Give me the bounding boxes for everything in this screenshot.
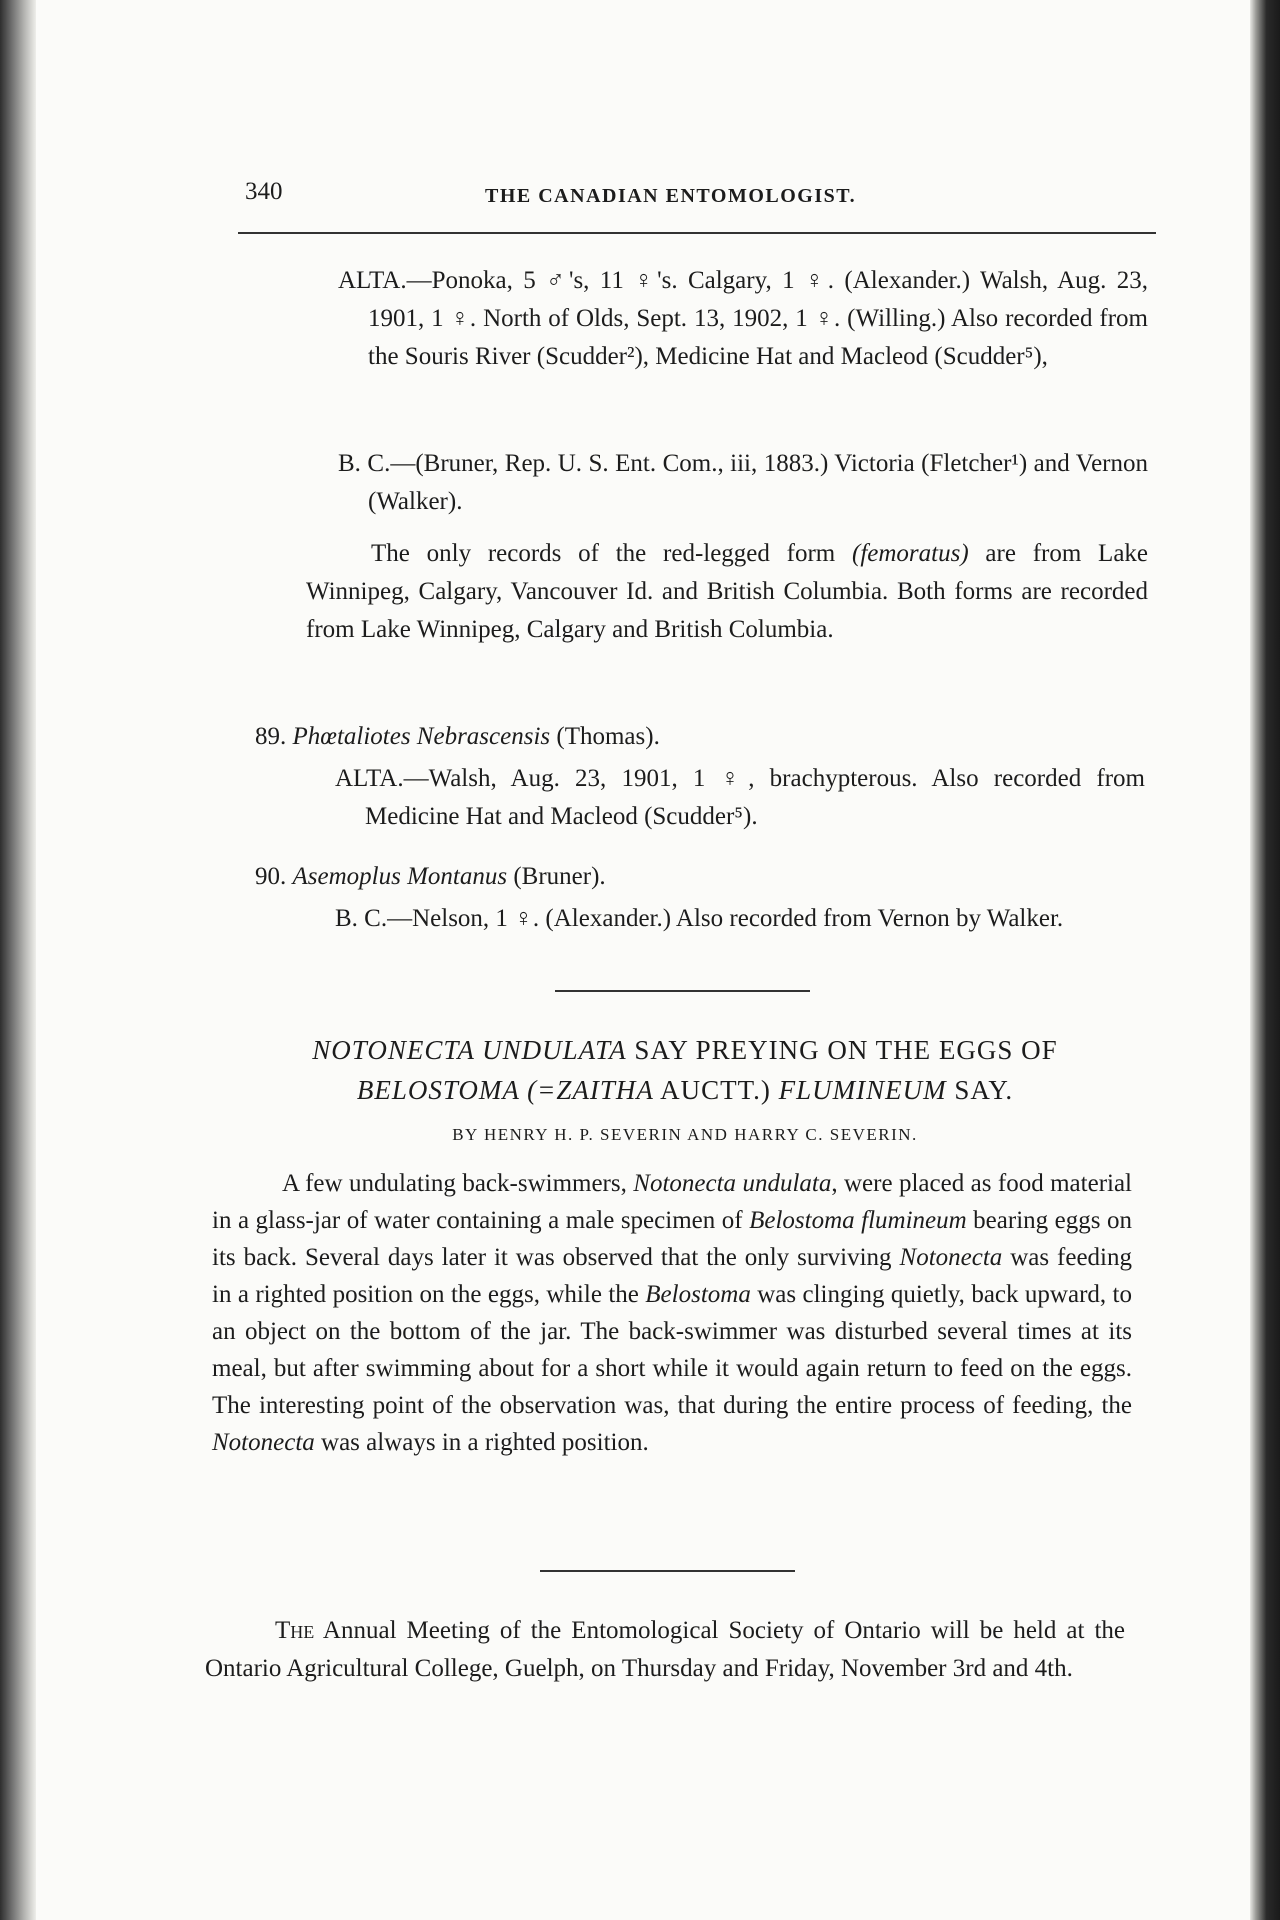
species-entry-90 <box>255 858 1145 938</box>
article-byline: BY HENRY H. P. SEVERIN AND HARRY C. SEVERIN. <box>452 1125 918 1144</box>
species-entry-89 <box>255 718 1145 836</box>
meeting-notice <box>205 1612 1125 1688</box>
species-number: 89. <box>255 723 287 750</box>
species-record: B. C.—Nelson, 1 ♀. (Alexander.) Also recorded from Vernon by Walker. <box>335 905 1064 932</box>
page-number: 340 <box>245 178 283 205</box>
alta-record <box>338 262 1148 376</box>
article-title-line-1: NOTONECTA UNDULATA SAY PREYING ON THE EGGS OF <box>312 1035 1058 1065</box>
article-body <box>212 1165 1132 1461</box>
species-name: Asemoplus Montanus <box>292 863 508 890</box>
species-record: ALTA.—Walsh, Aug. 23, 1901, 1 ♀, brachypterous. Also recorded from Medicine Hat and Macleod (Scudder⁵). <box>335 765 1145 830</box>
femoratus-note-text: The only records of the red-legged form (femoratus) are from Lake Winnipeg, Calgary, Vancouver Id. and British Columbia. Both forms are recorded from Lake Winnipeg, Calgary and British Columbia. <box>306 540 1149 643</box>
section-divider <box>540 1570 795 1572</box>
bc-record <box>338 445 1148 521</box>
article-title <box>215 1030 1155 1110</box>
article-paragraph: A few undulating back-swimmers, Notonecta undulata, were placed as food material in a glass-jar of water containing a male specimen of Belostoma flumineum bearing eggs on its back. Several days later it was observed that the only surviving Notonecta was feeding in a righted position on the eggs, while the Belostoma was clinging quietly, back upward, to an object on the bottom of the jar. The back-swimmer was disturbed several times at its meal, but after swimming about for a short while it would again return to feed on the eggs. The interesting point of the observation was, that during the entire process of feeding, the Notonecta was always in a righted position. <box>212 1170 1133 1456</box>
page-header <box>235 178 1155 228</box>
article-title-line-2: BELOSTOMA (=ZAITHA AUCTT.) FLUMINEUM SAY. <box>356 1075 1014 1105</box>
species-author: (Thomas). <box>556 723 660 750</box>
species-heading <box>255 718 1145 756</box>
species-number: 90. <box>255 863 287 890</box>
femoratus-note <box>306 535 1149 649</box>
bc-record-text: B. C.—(Bruner, Rep. U. S. Ent. Com., iii, 1883.) Victoria (Fletcher¹) and Vernon (Walker). <box>338 450 1148 515</box>
header-rule <box>238 232 1156 234</box>
species-author: (Bruner). <box>513 863 606 890</box>
alta-record-text: ALTA.—Ponoka, 5 ♂'s, 11 ♀'s. Calgary, 1 ♀. (Alexander.) Walsh, Aug. 23, 1901, 1 ♀. North of Olds, Sept. 13, 1902, 1 ♀. (Willing.) Also recorded from the Souris River (Scudder²), Medicine Hat and Macleod (Scudder⁵), <box>338 267 1148 370</box>
section-divider <box>555 990 810 992</box>
running-head: THE CANADIAN ENTOMOLOGIST. <box>485 185 857 207</box>
species-name: Phœtaliotes Nebrascensis <box>292 723 551 750</box>
species-heading <box>255 858 1145 896</box>
meeting-notice-text: The Annual Meeting of the Entomological Society of Ontario will be held at the Ontario Agricultural College, Guelph, on Thursday and Friday, November 3rd and 4th. <box>205 1617 1125 1682</box>
